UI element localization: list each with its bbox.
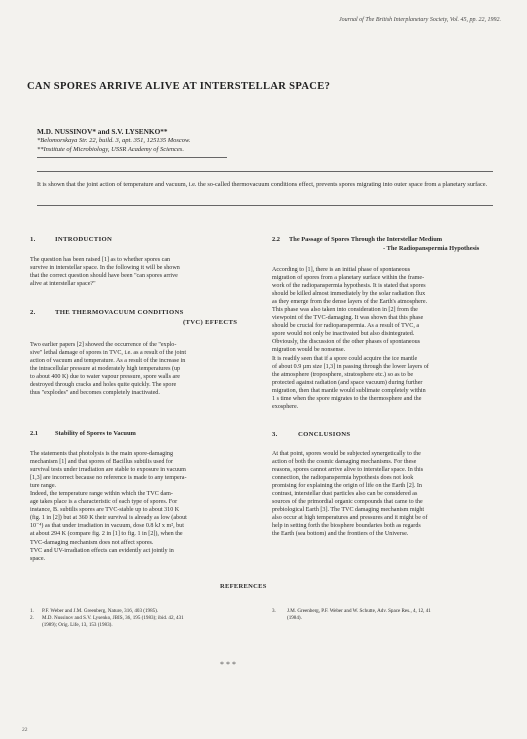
body-line: migration of spores from a planetary surface within the frame- [272, 275, 425, 282]
abstract-bottom-rule [37, 205, 493, 206]
abstract-top-rule [37, 171, 493, 172]
body-line: at about 294 K (compare fig. 2 in [1] to fig. 1 in [2]), when the [30, 531, 183, 538]
section-2-number: 2. [30, 309, 36, 316]
section-1-title: INTRODUCTION [55, 236, 113, 243]
body-line: contrast, interstellar dust particles also can be considered as [272, 491, 418, 498]
body-line: prebiological Earth [3]. The TVC damaging mechanism might [272, 507, 425, 514]
body-line: thus "explodes" and becomes completely inactivated. [30, 390, 160, 397]
section-2-2-number: 2.2 [272, 236, 280, 243]
body-line: spore would not only be inactivated but also disintegrated. [272, 331, 415, 338]
body-line: space. [30, 555, 46, 562]
reference-1-number: 1. [30, 608, 34, 614]
body-line: mechanism [1] and that spores of Bacillus subtilis used for [30, 459, 174, 466]
body-line: 1 s time when the spore migrates to the thermosphere and the [272, 395, 422, 402]
reference-3-line-1: J.M. Greenberg, P.F. Weber and W. Schutte, Adv. Space Res., 4, 12, 41 [287, 608, 431, 614]
body-line: the intracellular pressure at moderately high temperatures (up [30, 366, 181, 373]
reference-2-line-2: (1989); Orig. Life, 13, 153 (1983). [42, 622, 113, 628]
body-line: The statements that photolysis is the main spore-damaging [30, 451, 174, 457]
body-line: survival tests under irradiation are stable to exposure in vacuum [30, 467, 186, 474]
section-2-1-title: Stability of Spores to Vacuum [55, 430, 136, 437]
body-line: sive" lethal damage of spores in TVC, i.e. as a result of the joint [30, 350, 187, 357]
body-line: age takes place is a characteristic of each type of spores. For [30, 499, 178, 506]
body-line: TVC-damaging mechanism does not affect spores. [30, 539, 154, 546]
journal-header: Journal of The British Interplanetary Society, Vol. 45, pp. 22, 1992. [339, 17, 501, 23]
body-line: (fig. 1 in [2]) but at 360 K their survival is already as low (about [30, 515, 187, 522]
section-2-title: THE THERMOVACUUM CONDITIONS [55, 309, 184, 316]
body-line: [1,3] are incorrect because no reference is made to any tempera- [30, 475, 187, 482]
page-number: 22 [22, 727, 28, 733]
reference-2-line-1: M.D. Nussinov and S.V. Lysenko, JBIS, 36, 195 (1983); ibid. 42, 431 [42, 615, 184, 621]
body-line: action of vacuum and temperature. As a result of the increase in [30, 358, 186, 365]
section-1-body [30, 256, 252, 288]
reference-3-line-2: (1984). [287, 615, 302, 621]
section-break-stars: * * * [220, 660, 236, 669]
reference-1-line-1: P.F. Weber and J.M. Greenberg, Nature, 316, 403 (1985). [42, 608, 159, 614]
body-line: Indeed, the temperature range within which the TVC dam- [30, 491, 173, 498]
body-line: as they emerge from the dense layers of the Earth's atmosphere. [272, 299, 428, 306]
body-line: According to [1], there is an initial phase of spontaneous [272, 267, 411, 273]
abstract: It is shown that the joint action of temperature and vacuum, i.e. the so-called thermovacuum conditions effect, prevents spores migrating into outer space from a planetary surface. [37, 181, 488, 188]
reference-3-number: 3. [272, 608, 276, 614]
section-2-body [30, 341, 252, 397]
section-2-2-body [272, 266, 497, 411]
body-line: 10⁻⁴) as that under irradiation in vacuum, dose 0.8 kJ x m², but [30, 523, 184, 530]
body-line: should be killed almost immediately by the solar radiation flux [272, 291, 426, 298]
authors: M.D. NUSSINOV* and S.V. LYSENKO** [37, 127, 168, 136]
body-line: TVC and UV-irradiation effects can evidently act jointly in [30, 547, 174, 554]
reference-2-number: 2. [30, 615, 34, 621]
body-line: of about 0.9 µm size [1,3] in passing through the lower layers of [272, 363, 429, 370]
body-line: ture range. [30, 483, 57, 490]
body-line: survive in interstellar space. In the following it will be shown [30, 265, 180, 272]
body-line: alive at interstellar space?" [30, 281, 96, 288]
body-line: promising for explaining the origin of life on the Earth [2]. In [272, 483, 422, 490]
section-1-number: 1. [30, 236, 36, 243]
body-line: viewpoint of the TVC-damaging. It was shown that this phase [272, 315, 424, 322]
section-2-1-number: 2.1 [30, 430, 38, 437]
body-line: action of both the cosmic damaging mechanisms. For these [272, 459, 417, 466]
body-line: exosphere. [272, 403, 299, 410]
references-title: REFERENCES [220, 583, 267, 590]
section-3-body [272, 450, 497, 539]
body-line: The question has been raised [1] as to whether spores can [30, 257, 171, 263]
body-line: migration would be nonsense. [272, 347, 346, 354]
body-line: the Earth (sea bottom) and the frontiers of the Universe. [272, 531, 409, 538]
body-line: work of the radiopanspermia hypothesis. It is stated that spores [272, 283, 426, 290]
body-line: reasons, spores cannot arrive alive to interstellar space. In this [272, 467, 424, 474]
body-line: sources of the primordial organic compounds that came to the [272, 499, 423, 506]
body-line: migration, then that mantle would sublimate completely within [272, 387, 426, 394]
body-line: help in setting forth the biosphere boundaries both as regards [272, 523, 421, 530]
body-line: that the correct question should have been "can spores arrive [30, 273, 178, 280]
section-2-2-title: The Passage of Spores Through the Interstellar Medium [289, 236, 443, 243]
body-line: should be crucial for radiopanspermia. As a result of TVC, a [272, 323, 420, 330]
section-2-2-title-line-2: - The Radiopanspermia Hypothesis [383, 245, 480, 252]
section-2-title-line-2: (TVC) EFFECTS [183, 319, 238, 326]
body-line: It is readily seen that if a spore could acquire the ice mantle [272, 355, 418, 362]
body-line: also occur at high temperatures and pressures and it might be of [272, 515, 428, 522]
affiliation-1: *Belomorskaya Str. 22, build. 3, apt. 351, 125135 Moscow. [37, 137, 191, 144]
body-line: Two earlier papers [2] showed the occurrence of the "explo- [30, 342, 177, 348]
body-line: connection, the radiopanspermia hypothesis does not look [272, 475, 414, 482]
body-line: This phase was also taken into consideration in [2] from the [272, 307, 418, 314]
section-2-1-body [30, 450, 252, 563]
body-line: Obviously, the discussion of the other phases of spontaneous [272, 339, 421, 346]
section-3-title: CONCLUSIONS [298, 431, 351, 438]
body-line: to about 400 K) due to water vapour pressure, spore walls are [30, 374, 180, 381]
body-line: instance, B. subtilis spores are TVC-stable up to about 310 K [30, 507, 180, 514]
author-divider [37, 157, 227, 158]
body-line: protected against radiation (and space vacuum) during further [272, 379, 423, 386]
section-3-number: 3. [272, 431, 278, 438]
body-line: destroyed through cracks and holes quite quickly. The spore [30, 382, 177, 389]
body-line: the atmosphere (troposphere, stratosphere etc.) so as to be [272, 371, 414, 378]
affiliation-2: **Institute of Microbiology, USSR Academy of Sciences. [37, 146, 184, 153]
paper-title: CAN SPORES ARRIVE ALIVE AT INTERSTELLAR SPACE? [27, 81, 331, 92]
body-line: At that point, spores would be subjected synergetically to the [272, 451, 421, 457]
